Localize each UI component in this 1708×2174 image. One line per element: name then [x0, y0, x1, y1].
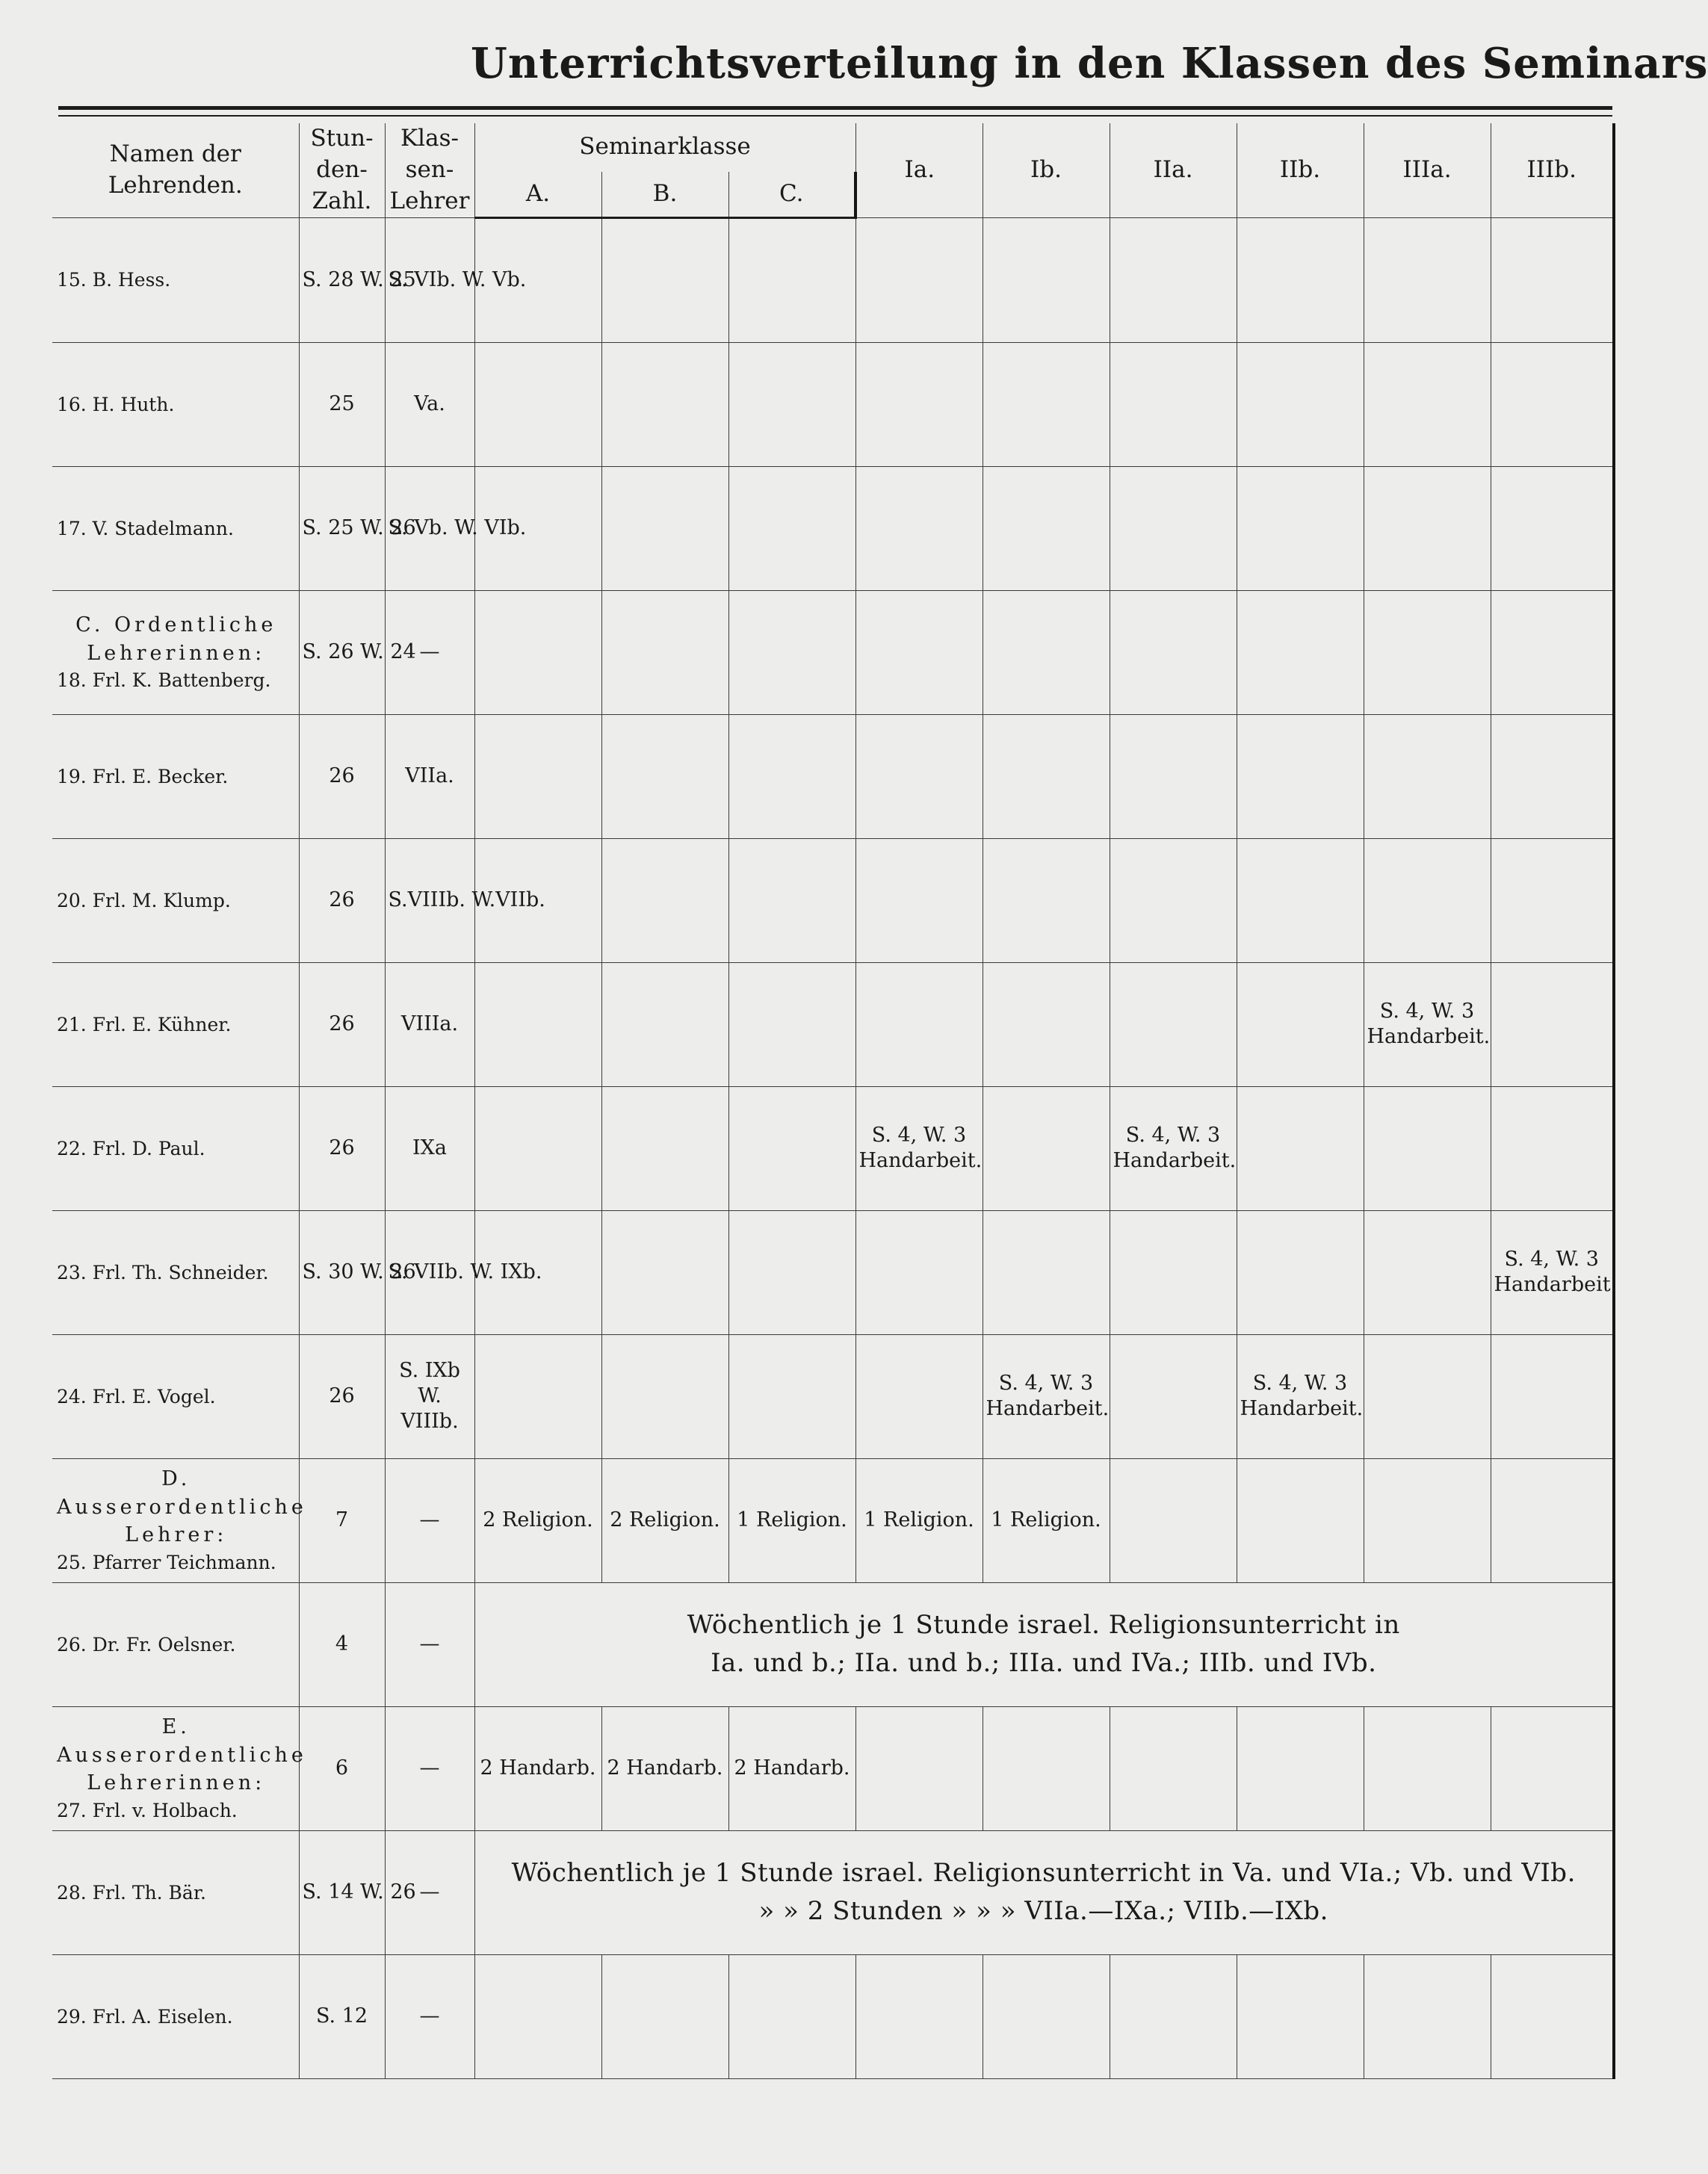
header-ib: Ib.: [983, 123, 1110, 217]
header-class-teacher: Klas- sen- Lehrer: [385, 123, 474, 217]
header-seminarklasse: Seminarklasse: [474, 123, 855, 172]
hours-cell: 26: [299, 1086, 385, 1210]
seminar-b-cell: 2 Religion.: [601, 1458, 728, 1582]
class-teacher-cell: Va.: [385, 342, 474, 466]
class-teacher-cell: —: [385, 1954, 474, 2078]
table-row: [52, 1954, 1614, 2078]
class-teacher-cell: IXa: [385, 1086, 474, 1210]
class-iiib-cell: S. 4, W. 3 Handarbeit.: [1491, 1210, 1614, 1334]
hours-cell: 7: [299, 1458, 385, 1582]
seminar-c-cell: 2 Handarb.: [728, 1706, 855, 1830]
class-teacher-cell: —: [385, 590, 474, 714]
table-row: [52, 342, 1614, 466]
class-teacher-cell: S. VIIb. W. IXb.: [385, 1210, 474, 1334]
teacher-name: 15. B. Hess.: [52, 217, 299, 342]
header-iib: IIb.: [1237, 123, 1364, 217]
table-row: [52, 1086, 1614, 1210]
header-hours: Stun- den- Zahl.: [299, 123, 385, 217]
header-row-top: [52, 123, 1614, 172]
teacher-name-cell: [52, 590, 299, 714]
note-line: Ia. und b.; IIa. und b.; IIIa. und IVa.; IIIb. und IVb.: [711, 1648, 1377, 1679]
class-iia-cell: S. 4, W. 3 Handarbeit.: [1110, 1086, 1237, 1210]
seminar-a-cell: 2 Handarb.: [474, 1706, 601, 1830]
hours-cell: 6: [299, 1706, 385, 1830]
hours-cell: 26: [299, 962, 385, 1086]
header-seminar-b: B.: [601, 172, 728, 218]
note-cell: [474, 1830, 1614, 1954]
class-teacher-cell: —: [385, 1706, 474, 1830]
teacher-name: 21. Frl. E. Kühner.: [52, 962, 299, 1086]
table-row: [52, 962, 1614, 1086]
teacher-name: 24. Frl. E. Vogel.: [52, 1334, 299, 1458]
class-teacher-cell: —: [385, 1458, 474, 1582]
class-teacher-cell: S.VIIIb. W.VIIb.: [385, 838, 474, 962]
class-teacher-cell: S. VIb. W. Vb.: [385, 217, 474, 342]
teacher-name-cell: [52, 1706, 307, 1830]
group-heading: E. Ausserordentliche Lehrerinnen:: [57, 1715, 307, 1795]
header-seminar-a: A.: [474, 172, 601, 218]
hours-cell: 25: [299, 342, 385, 466]
note-line: Wöchentlich je 1 Stunde israel. Religionsunterricht in: [687, 1610, 1400, 1641]
class-ib-cell: 1 Religion.: [983, 1458, 1110, 1582]
hours-cell: 26: [299, 714, 385, 838]
table-row: [52, 1582, 1614, 1706]
note-cell: [474, 1582, 1614, 1706]
class-teacher-cell: —: [385, 1830, 474, 1954]
note-line: Wöchentlich je 1 Stunde israel. Religionsunterricht in Va. und VIa.; Vb. und VIb.: [511, 1858, 1576, 1889]
teacher-name: 29. Frl. A. Eiselen.: [52, 1954, 299, 2078]
seminar-c-cell: 1 Religion.: [728, 1458, 855, 1582]
hours-cell: S. 30 W. 26: [299, 1210, 385, 1334]
header-iiia: IIIa.: [1364, 123, 1491, 217]
header-seminar-c: C.: [728, 172, 855, 218]
class-iiia-cell: S. 4, W. 3 Handarbeit.: [1364, 962, 1491, 1086]
teacher-name: 22. Frl. D. Paul.: [52, 1086, 299, 1210]
hours-cell: S. 28 W. 25: [299, 217, 385, 342]
class-ib-cell: S. 4, W. 3 Handarbeit.: [983, 1334, 1110, 1458]
teacher-name: 25. Pfarrer Teichmann.: [57, 1552, 276, 1574]
class-teacher-cell: VIIa.: [385, 714, 474, 838]
hours-cell: 26: [299, 838, 385, 962]
class-teacher-cell: S. IXb W. VIIIb.: [385, 1334, 474, 1458]
teacher-name: 27. Frl. v. Holbach.: [57, 1800, 238, 1822]
teacher-name-cell: [52, 1458, 307, 1582]
seminar-b-cell: 2 Handarb.: [601, 1706, 728, 1830]
title-rule-thin: [58, 115, 1612, 117]
teacher-name: 23. Frl. Th. Schneider.: [52, 1210, 299, 1334]
hours-cell: 4: [299, 1582, 385, 1706]
teacher-name: 28. Frl. Th. Bär.: [52, 1830, 299, 1954]
page-title: Unterrichtsverteilung in den Klassen des Seminars: [471, 39, 1708, 88]
teacher-name: 19. Frl. E. Becker.: [52, 714, 299, 838]
teacher-name: 17. V. Stadelmann.: [52, 466, 299, 590]
table-row: [52, 1706, 1614, 1830]
table-row: [52, 1458, 1614, 1582]
hours-cell: S. 12: [299, 1954, 385, 2078]
header-iia: IIa.: [1110, 123, 1237, 217]
class-teacher-cell: —: [385, 1582, 474, 1706]
table-row: [52, 466, 1614, 590]
group-heading: D. Ausserordentliche Lehrer:: [57, 1467, 307, 1547]
class-teacher-cell: S. Vb. W. VIb.: [385, 466, 474, 590]
hours-cell: S. 25 W. 26: [299, 466, 385, 590]
table-row: [52, 1334, 1614, 1458]
header-ia: Ia.: [855, 123, 983, 217]
hours-cell: 26: [299, 1334, 385, 1458]
seminar-a-cell: 2 Religion.: [474, 1458, 601, 1582]
header-iiib: IIIb.: [1491, 123, 1614, 217]
class-ia-cell: 1 Religion.: [855, 1458, 983, 1582]
teacher-name: 16. H. Huth.: [52, 342, 299, 466]
teacher-name: 20. Frl. M. Klump.: [52, 838, 299, 962]
table-row: [52, 838, 1614, 962]
hours-cell: S. 26 W. 24: [299, 590, 385, 714]
class-ia-cell: S. 4, W. 3 Handarbeit.: [855, 1086, 983, 1210]
table-row: [52, 217, 1614, 342]
hours-cell: S. 14 W. 26: [299, 1830, 385, 1954]
table-row: [52, 1830, 1614, 1954]
table-row: [52, 1210, 1614, 1334]
title-rule-thick: [58, 106, 1612, 110]
table-row: [52, 590, 1614, 714]
class-iib-cell: S. 4, W. 3 Handarbeit.: [1237, 1334, 1364, 1458]
schedule-table: [52, 123, 1618, 2079]
table-row: [52, 714, 1614, 838]
group-heading: C. Ordentliche Lehrerinnen:: [75, 613, 277, 665]
teacher-name: 26. Dr. Fr. Oelsner.: [52, 1582, 299, 1706]
header-names: Namen der Lehrenden.: [52, 123, 299, 217]
note-line: » » 2 Stunden » » » VIIa.—IXa.; VIIb.—IXb.: [758, 1896, 1328, 1927]
teacher-name: 18. Frl. K. Battenberg.: [57, 669, 271, 692]
class-teacher-cell: VIIIa.: [385, 962, 474, 1086]
